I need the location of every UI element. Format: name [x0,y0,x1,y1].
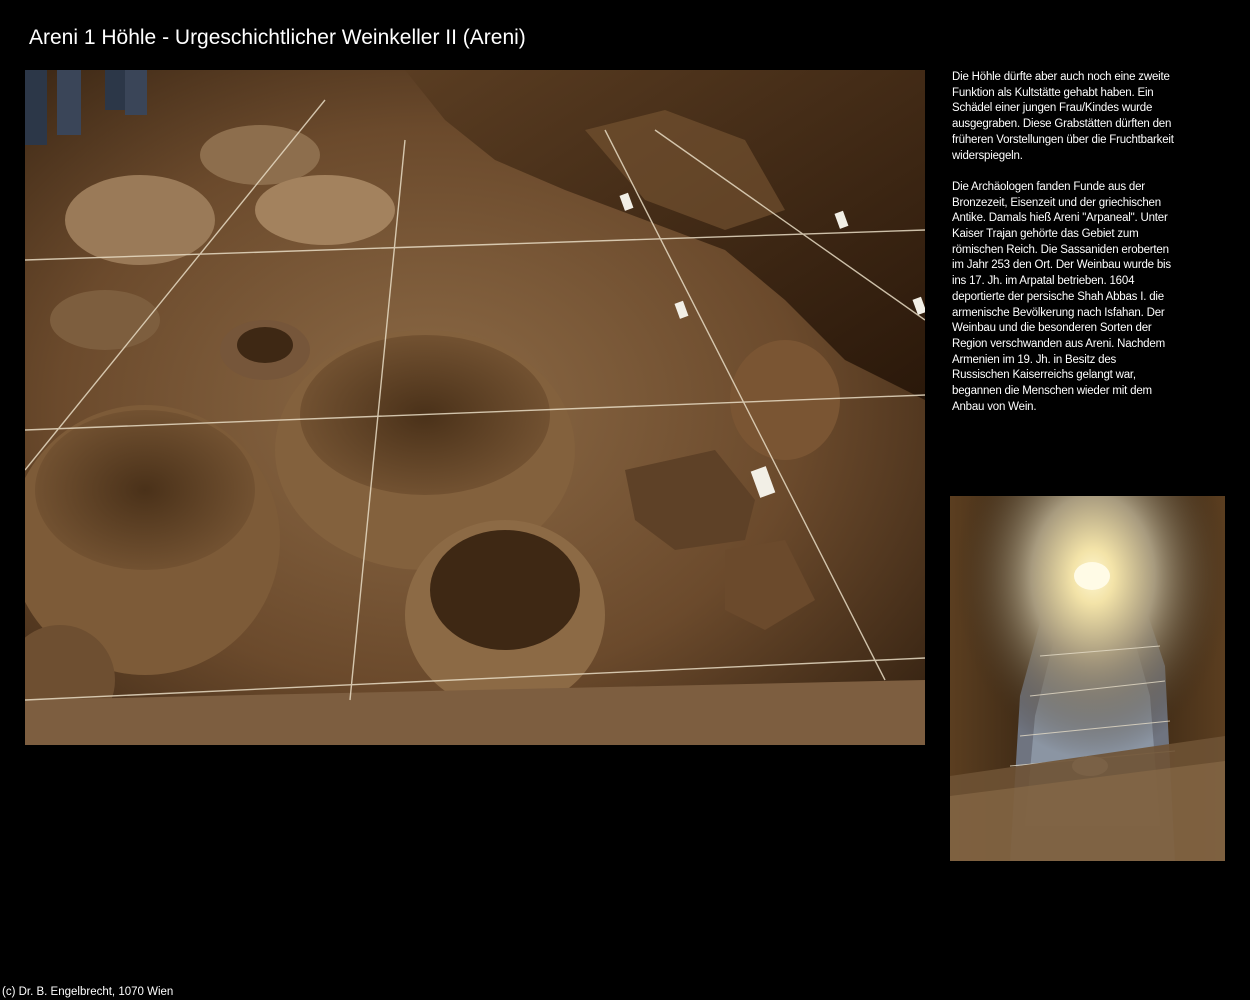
description-paragraph-2: Die Archäologen fanden Funde aus der Bronzezeit, Eisenzeit und der griechischen Antike. Damals hieß Areni "Arpaneal". Unter Kaiser Trajan gehörte das Gebiet zum römischen Reich. Die Sassaniden eroberten im Jahr 253 den Ort. Der Weinbau wurde bis ins 17. Jh. im Arpatal betrieben. 1604 deportierte der persische Shah Abbas I. die armenische Bevölkerung nach Isfahan. Der Weinbau und die besonderen Sorten der Region verschwanden aus Areni. Nachdem Armenien im 19. Jh. in Besitz des Russischen Kaiserreichs gelangt war, begannen die Menschen wieder mit dem Anbau von Wein. [952,180,1171,413]
description-paragraph-1: Die Höhle dürfte aber auch noch eine zweite Funktion als Kultstätte gehabt haben. Ein Schädel einer jungen Frau/Kindes wurde ausgegraben. Diese Grabstätten dürften den früheren Vorstellungen über die Fruchtbarkeit widerspiegeln. [952,71,1174,162]
side-photo[interactable] [950,496,1225,861]
page-title: Areni 1 Höhle - Urgeschichtlicher Weinkeller II (Areni) [29,26,526,49]
excavation-image [25,70,925,745]
cave-interior-image [950,496,1225,861]
main-photo[interactable] [25,70,925,745]
description-text [952,70,1174,431]
copyright-footer: (c) Dr. B. Engelbrecht, 1070 Wien [2,986,174,998]
